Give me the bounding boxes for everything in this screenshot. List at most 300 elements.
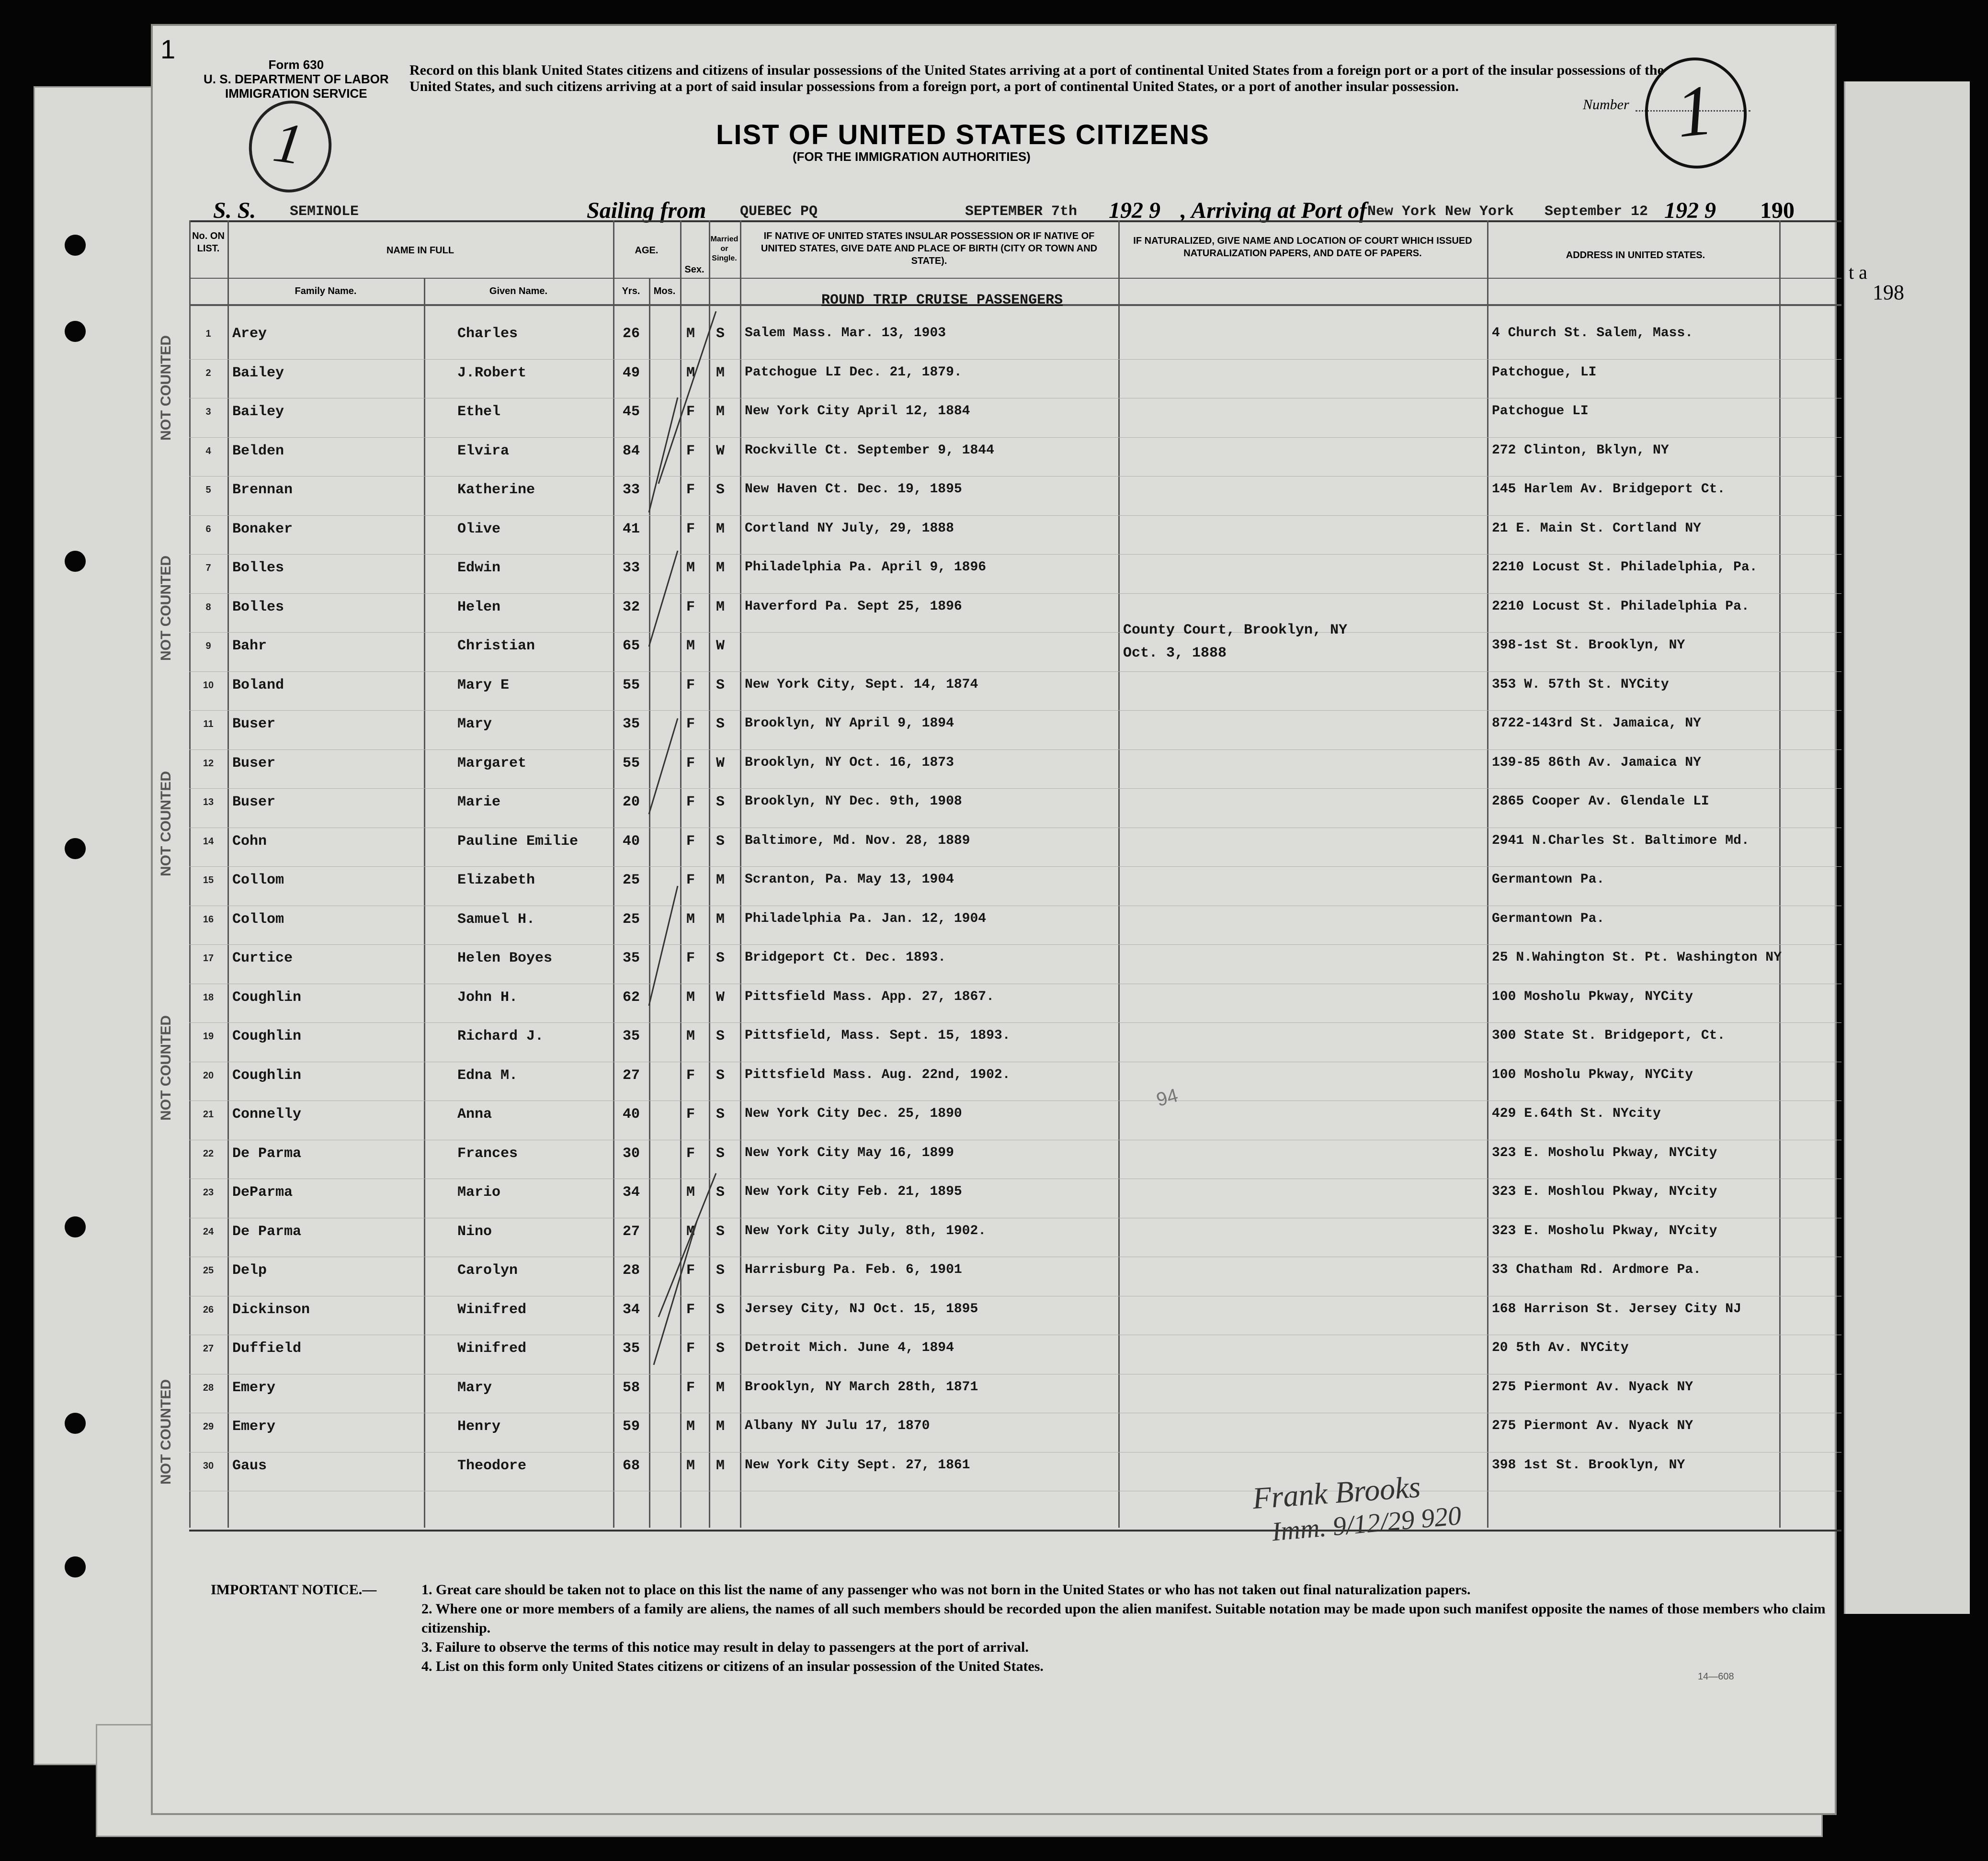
cell-yrs: 28 (623, 1262, 640, 1279)
cell-given: Samuel H. (457, 911, 535, 928)
col-line (1487, 220, 1488, 1528)
cell-birth: Philadelphia Pa. Jan. 12, 1904 (745, 911, 987, 926)
cell-ms: S (716, 794, 725, 810)
cell-given: Carolyn (457, 1262, 518, 1279)
cell-address: 275 Piermont Av. Nyack NY (1492, 1418, 1693, 1433)
row-rule (189, 710, 1841, 711)
cell-birth: Patchogue LI Dec. 21, 1879. (745, 364, 962, 380)
row-number: 4 (205, 445, 211, 456)
cell-ms: S (716, 1106, 725, 1123)
cell-birth: Cortland NY July, 29, 1888 (745, 521, 954, 536)
departure-port: QUEBEC PQ (740, 204, 818, 220)
col-naturalized: IF NATURALIZED, GIVE NAME AND LOCATION OF COURT WHICH ISSUED NATURALIZATION PAPERS, AND DATE OF PAPERS. (1133, 236, 1472, 259)
side-page-number: 198 (1873, 281, 1904, 304)
col-line (424, 278, 425, 1528)
cell-yrs: 40 (623, 833, 640, 850)
cell-family: Bolles (232, 599, 284, 615)
cell-ms: S (716, 1301, 725, 1318)
not-counted-stamp: NOT COUNTED (158, 771, 174, 876)
cell-address: Germantown Pa. (1492, 911, 1605, 926)
cell-family: Delp (232, 1262, 267, 1279)
cell-ms: S (716, 833, 725, 850)
cell-address: 8722-143rd St. Jamaica, NY (1492, 716, 1701, 731)
cell-family: De Parma (232, 1223, 302, 1240)
cell-ms: S (716, 326, 725, 342)
cell-given: Katherine (457, 482, 535, 498)
cell-family: Collom (232, 872, 284, 888)
cell-yrs: 59 (623, 1418, 640, 1435)
cell-yrs: 49 (623, 364, 640, 381)
cell-family: Belden (232, 443, 284, 459)
row-number: 20 (203, 1070, 214, 1081)
cell-sex: M (686, 1223, 695, 1240)
col-line (227, 220, 229, 1528)
row-number: 25 (203, 1265, 214, 1276)
cell-address: 398-1st St. Brooklyn, NY (1492, 638, 1685, 653)
form-identifier (204, 57, 389, 101)
col-line (189, 220, 191, 1528)
inspector-signature: Frank Brooks (1251, 1469, 1422, 1516)
inspector-date: Imm. 9/12/29 920 (1271, 1500, 1463, 1547)
cell-sex: M (686, 326, 695, 342)
circled-number-left (243, 95, 337, 198)
cell-birth: Pittsfield Mass. App. 27, 1867. (745, 989, 994, 1004)
arrival-year: 192 9 (1664, 198, 1716, 223)
cell-given: Pauline Emilie (457, 833, 579, 850)
check-marks (630, 311, 726, 1413)
cell-sex: F (686, 482, 695, 498)
ss-label: S. S. (213, 198, 256, 223)
cell-birth: New York City Feb. 21, 1895 (745, 1184, 962, 1199)
row-number: 3 (205, 407, 211, 417)
row-rule (189, 944, 1841, 945)
cell-given: Winifred (457, 1340, 527, 1357)
page-number: 190 (1760, 198, 1795, 223)
cell-birth: New Haven Ct. Dec. 19, 1895 (745, 482, 962, 497)
cell-ms: S (716, 1223, 725, 1240)
cell-address: 100 Mosholu Pkway, NYCity (1492, 989, 1693, 1004)
row-rule (189, 632, 1841, 633)
col-family-name: Family Name. (295, 286, 357, 296)
cell-ms: S (716, 716, 725, 732)
sailing-label: Sailing from (587, 198, 706, 223)
row-rule (189, 866, 1841, 867)
cell-sex: F (686, 599, 695, 615)
col-line (1118, 220, 1120, 1528)
form-number: Form 630 (268, 57, 324, 72)
cell-address: 323 E. Mosholu Pkway, NYcity (1492, 1223, 1717, 1238)
row-number: 15 (203, 875, 214, 885)
col-line (1779, 220, 1781, 1528)
row-rule (189, 515, 1841, 516)
cell-yrs: 27 (623, 1067, 640, 1084)
cell-ms: M (716, 599, 725, 615)
cell-ms: M (716, 404, 725, 420)
cell-address: 33 Chatham Rd. Ardmore Pa. (1492, 1262, 1701, 1277)
col-married-or-single: Married or Single. (710, 235, 738, 262)
corner-mark: 1 (160, 34, 176, 64)
cell-birth: New York City, Sept. 14, 1874 (745, 677, 978, 692)
cell-family: Brennan (232, 482, 293, 498)
record-instructions: Record on this blank United States citizens and citizens of insular possessions of the United States arriving at a port of continental United States from a foreign port or a port of the insular possessions of the United States, and such citizens arriving at a port of said insular possessions from a foreign port, a port of continental United States, or a port of another insular possession. (409, 62, 1664, 94)
punch-hole (65, 1216, 86, 1237)
row-number: 13 (203, 797, 214, 807)
cell-given: Nino (457, 1223, 492, 1240)
row-number: 6 (205, 523, 211, 534)
cell-given: Richard J. (457, 1028, 544, 1044)
cell-yrs: 34 (623, 1301, 640, 1318)
cell-address: Germantown Pa. (1492, 872, 1605, 887)
col-given-name: Given Name. (489, 286, 548, 296)
row-number: 12 (203, 758, 214, 769)
col-birthplace: IF NATIVE OF UNITED STATES INSULAR POSSESSION OR IF NATIVE OF UNITED STATES, GIVE DATE AND PLACE OF BIRTH (CITY OR TOWN AND STATE). (761, 231, 1098, 266)
row-number: 29 (203, 1421, 214, 1432)
cell-yrs: 35 (623, 950, 640, 966)
arrival-port: New York New York (1367, 204, 1514, 220)
cell-nat: County Court, Brooklyn, NY Oct. 3, 1888 (1123, 622, 1348, 661)
cell-ms: W (716, 755, 725, 772)
cell-family: Bailey (232, 364, 284, 381)
cell-given: Marie (457, 794, 501, 810)
cell-ms: S (716, 1340, 725, 1357)
col-mos: Mos. (653, 286, 676, 296)
cell-birth: Philadelphia Pa. April 9, 1896 (745, 560, 987, 575)
punch-hole (65, 1413, 86, 1434)
cell-birth: New York City April 12, 1884 (745, 404, 970, 419)
cell-ms: W (716, 443, 725, 459)
underlying-page-right (1844, 81, 1970, 1614)
col-name-in-full: NAME IN FULL (386, 245, 454, 256)
cell-sex: F (686, 716, 695, 732)
cell-birth: Brooklyn, NY Dec. 9th, 1908 (745, 794, 962, 809)
cell-given: Mario (457, 1184, 501, 1201)
cell-address: 272 Clinton, Bklyn, NY (1492, 443, 1669, 458)
cell-family: Buser (232, 794, 276, 810)
notice-item: 1. Great care should be taken not to place on this list the name of any passenger who was not born in the United States or who has not taken out final naturalization papers. (421, 1582, 1471, 1598)
cell-address: 300 State St. Bridgeport, Ct. (1492, 1028, 1726, 1043)
cell-family: DeParma (232, 1184, 293, 1201)
row-number: 21 (203, 1109, 214, 1120)
cell-family: Curtice (232, 950, 293, 966)
cell-given: Christian (457, 638, 535, 654)
cell-yrs: 27 (623, 1223, 640, 1240)
cell-yrs: 35 (623, 1028, 640, 1044)
circled-number-left-text: 1 (269, 109, 307, 177)
cell-sex: M (686, 638, 695, 654)
cell-birth: Brooklyn, NY April 9, 1894 (745, 716, 954, 731)
punch-hole (65, 838, 86, 859)
cell-sex: F (686, 1340, 695, 1357)
row-rule (189, 554, 1841, 555)
cell-birth: Rockville Ct. September 9, 1844 (745, 443, 994, 458)
cell-family: Bahr (232, 638, 267, 654)
cell-address: 2210 Locust St. Philadelphia, Pa. (1492, 560, 1758, 575)
cell-given: Helen Boyes (457, 950, 553, 966)
cell-address: 100 Mosholu Pkway, NYCity (1492, 1067, 1693, 1082)
row-rule (189, 359, 1841, 360)
cell-given: Anna (457, 1106, 492, 1123)
cell-family: Coughlin (232, 989, 302, 1006)
cell-family: Boland (232, 677, 284, 693)
cell-given: Winifred (457, 1301, 527, 1318)
row-rule (189, 476, 1841, 477)
cell-given: John H. (457, 989, 518, 1006)
cell-yrs: 33 (623, 560, 640, 576)
cell-birth: Harrisburg Pa. Feb. 6, 1901 (745, 1262, 962, 1277)
cell-given: Ethel (457, 404, 501, 420)
arriving-label: , Arriving at Port of (1181, 198, 1367, 223)
cell-yrs: 55 (623, 677, 640, 693)
row-number: 27 (203, 1343, 214, 1354)
cell-address: 139-85 86th Av. Jamaica NY (1492, 755, 1701, 770)
cell-family: Dickinson (232, 1301, 310, 1318)
cell-birth: Albany NY Julu 17, 1870 (745, 1418, 930, 1433)
cell-yrs: 41 (623, 521, 640, 537)
cell-yrs: 35 (623, 1340, 640, 1357)
cell-sex: F (686, 950, 695, 966)
row-number: 11 (203, 719, 214, 729)
row-rule (189, 749, 1841, 750)
cell-yrs: 65 (623, 638, 640, 654)
cell-sex: M (686, 911, 695, 928)
notice-item: 2. Where one or more members of a family are aliens, the names of all such members should be recorded upon the alien manifest. Suitable notation may be made upon such manifest opposite the names of those members who claim citizenship. (421, 1601, 1826, 1636)
cell-ms: S (716, 950, 725, 966)
cell-birth: Detroit Mich. June 4, 1894 (745, 1340, 954, 1355)
row-number: 17 (203, 953, 214, 964)
cell-ms: M (716, 1379, 725, 1396)
row-number: 19 (203, 1031, 214, 1042)
cell-ms: M (716, 521, 725, 537)
cell-address: 353 W. 57th St. NYCity (1492, 677, 1669, 692)
cell-ms: S (716, 1067, 725, 1084)
cell-address: 2210 Locust St. Philadelphia Pa. (1492, 599, 1749, 614)
cell-address: 168 Harrison St. Jersey City NJ (1492, 1301, 1741, 1316)
page-subtitle: (FOR THE IMMIGRATION AUTHORITIES) (793, 149, 1031, 164)
col-line (740, 220, 741, 1528)
row-rule (189, 671, 1841, 672)
cell-yrs: 25 (623, 872, 640, 888)
cell-ms: S (716, 1184, 725, 1201)
departure-year: 192 9 (1109, 198, 1160, 223)
cell-ms: M (716, 364, 725, 381)
cell-address: Patchogue, LI (1492, 364, 1597, 380)
cell-family: Bolles (232, 560, 284, 576)
cell-address: Patchogue LI (1492, 404, 1589, 419)
side-page-letters: t a (1849, 261, 1867, 283)
row-rule (189, 788, 1841, 789)
cell-given: Helen (457, 599, 501, 615)
cell-yrs: 26 (623, 326, 640, 342)
cell-address: 275 Piermont Av. Nyack NY (1492, 1379, 1693, 1395)
manifest-page (151, 24, 1837, 1815)
cell-birth: Baltimore, Md. Nov. 28, 1889 (745, 833, 970, 848)
cell-ms: S (716, 1262, 725, 1279)
cell-birth: Pittsfield Mass. Aug. 22nd, 1902. (745, 1067, 1011, 1082)
cell-yrs: 45 (623, 404, 640, 420)
row-rule (189, 593, 1841, 594)
cell-given: Theodore (457, 1457, 527, 1474)
row-rule (189, 437, 1841, 438)
row-number: 10 (203, 680, 214, 691)
cell-family: Cohn (232, 833, 267, 850)
section-heading: ROUND TRIP CRUISE PASSENGERS (821, 292, 1063, 308)
cell-birth: Brooklyn, NY Oct. 16, 1873 (745, 755, 954, 770)
cell-yrs: 58 (623, 1379, 640, 1396)
cell-sex: M (686, 364, 695, 381)
cell-birth: Haverford Pa. Sept 25, 1896 (745, 599, 962, 614)
cell-sex: F (686, 755, 695, 772)
cell-sex: F (686, 677, 695, 693)
col-sex: Sex. (684, 264, 704, 275)
cell-birth: Scranton, Pa. May 13, 1904 (745, 872, 954, 887)
cell-address: 323 E. Mosholu Pkway, NYCity (1492, 1145, 1717, 1160)
cell-address: 2865 Cooper Av. Glendale LI (1492, 794, 1709, 809)
cell-ms: M (716, 1457, 725, 1474)
notice-item: 3. Failure to observe the terms of this notice may result in delay to passengers at the port of arrival. (421, 1639, 1029, 1655)
cell-address: 20 5th Av. NYCity (1492, 1340, 1629, 1355)
cell-given: Edwin (457, 560, 501, 576)
cell-family: Arey (232, 326, 267, 342)
service-name: IMMIGRATION SERVICE (225, 86, 367, 101)
cell-address: 429 E.64th St. NYcity (1492, 1106, 1661, 1121)
row-number: 8 (205, 601, 211, 613)
cell-ms: S (716, 1028, 725, 1044)
cell-birth: Brooklyn, NY March 28th, 1871 (745, 1379, 978, 1395)
col-address: ADDRESS IN UNITED STATES. (1566, 250, 1705, 261)
row-number: 23 (203, 1187, 214, 1198)
cell-sex: M (686, 560, 695, 576)
punch-hole (65, 1556, 86, 1577)
print-code: 14—608 (1698, 1671, 1734, 1682)
cell-family: Gaus (232, 1457, 267, 1474)
cell-family: Connelly (232, 1106, 302, 1123)
cell-yrs: 84 (623, 443, 640, 459)
cell-sex: M (686, 1418, 695, 1435)
cell-yrs: 20 (623, 794, 640, 810)
not-counted-stamp: NOT COUNTED (158, 1015, 174, 1121)
cell-yrs: 33 (623, 482, 640, 498)
punch-hole (65, 321, 86, 342)
cell-sex: F (686, 1379, 695, 1396)
cell-sex: F (686, 833, 695, 850)
punch-hole (65, 551, 86, 572)
cell-ms: M (716, 560, 725, 576)
row-number: 9 (205, 641, 211, 651)
cell-birth: Pittsfield, Mass. Sept. 15, 1893. (745, 1028, 1011, 1043)
cell-sex: M (686, 989, 695, 1006)
cell-given: Elizabeth (457, 872, 535, 888)
page-title: LIST OF UNITED STATES CITIZENS (716, 119, 1210, 150)
cell-given: Elvira (457, 443, 510, 459)
cell-family: Buser (232, 716, 276, 732)
cell-yrs: 68 (623, 1457, 640, 1474)
cell-sex: F (686, 872, 695, 888)
cell-given: Olive (457, 521, 501, 537)
cell-address: 398 1st St. Brooklyn, NY (1492, 1457, 1685, 1473)
cell-ms: S (716, 677, 725, 693)
notice-label: IMPORTANT NOTICE.— (211, 1582, 377, 1598)
col-age: AGE. (635, 245, 659, 256)
cell-given: Henry (457, 1418, 501, 1435)
cell-family: De Parma (232, 1145, 302, 1162)
cell-ms: W (716, 638, 725, 654)
not-counted-stamp: NOT COUNTED (158, 556, 174, 661)
cell-yrs: 55 (623, 755, 640, 772)
cell-yrs: 34 (623, 1184, 640, 1201)
row-number: 22 (203, 1148, 214, 1159)
cell-yrs: 30 (623, 1145, 640, 1162)
col-no-on-list: No. ON LIST. (192, 231, 225, 254)
cell-yrs: 32 (623, 599, 640, 615)
cell-birth: Jersey City, NJ Oct. 15, 1895 (745, 1301, 978, 1316)
row-number: 18 (203, 992, 214, 1003)
cell-sex: F (686, 521, 695, 537)
punch-hole (65, 235, 86, 256)
cell-birth: New York City Sept. 27, 1861 (745, 1457, 970, 1473)
departure-date: SEPTEMBER 7th (965, 204, 1078, 220)
cell-sex: F (686, 443, 695, 459)
cell-family: Bonaker (232, 521, 293, 537)
cell-sex: F (686, 1067, 695, 1084)
handwritten-mark-94: 94 (1154, 1085, 1181, 1111)
row-number: 24 (203, 1226, 214, 1237)
cell-sex: M (686, 1184, 695, 1201)
cell-address: 4 Church St. Salem, Mass. (1492, 326, 1693, 340)
cell-ms: S (716, 1145, 725, 1162)
row-number: 1 (205, 329, 211, 339)
cell-sex: F (686, 1301, 695, 1318)
cell-address: 323 E. Moshlou Pkway, NYcity (1492, 1184, 1717, 1199)
cell-family: Duffield (232, 1340, 302, 1357)
col-line (613, 220, 614, 1528)
department-name: U. S. DEPARTMENT OF LABOR (204, 72, 389, 86)
header-rule (189, 278, 1841, 279)
row-number: 16 (203, 914, 214, 925)
cell-sex: F (686, 404, 695, 420)
cell-given: Edna M. (457, 1067, 518, 1084)
cell-address: 145 Harlem Av. Bridgeport Ct. (1492, 482, 1726, 497)
not-counted-stamp: NOT COUNTED (158, 1379, 174, 1485)
cell-birth: New York City July, 8th, 1902. (745, 1223, 987, 1238)
col-yrs: Yrs. (622, 286, 640, 296)
cell-sex: M (686, 1457, 695, 1474)
row-number: 28 (203, 1382, 214, 1393)
cell-ms: S (716, 482, 725, 498)
row-number: 5 (205, 485, 211, 495)
important-notice (211, 1580, 1829, 1676)
cell-ms: W (716, 989, 725, 1006)
cell-given: Margaret (457, 755, 527, 772)
cell-address: 2941 N.Charles St. Baltimore Md. (1492, 833, 1749, 848)
cell-family: Coughlin (232, 1028, 302, 1044)
cell-sex: M (686, 1028, 695, 1044)
cell-yrs: 35 (623, 716, 640, 732)
row-number: 26 (203, 1304, 214, 1315)
cell-ms: M (716, 1418, 725, 1435)
cell-birth: New York City Dec. 25, 1890 (745, 1106, 962, 1121)
arrival-date: September 12 (1545, 204, 1648, 220)
cell-given: Mary E (457, 677, 510, 693)
cell-birth: Bridgeport Ct. Dec. 1893. (745, 950, 946, 965)
cell-family: Buser (232, 755, 276, 772)
cell-birth: Salem Mass. Mar. 13, 1903 (745, 326, 946, 340)
notice-item: 4. List on this form only United States citizens or citizens of an insular possession of the United States. (421, 1658, 1044, 1674)
cell-yrs: 62 (623, 989, 640, 1006)
cell-ms: M (716, 872, 725, 888)
cell-family: Collom (232, 911, 284, 928)
cell-given: J.Robert (457, 364, 527, 381)
row-rule (189, 1022, 1841, 1023)
